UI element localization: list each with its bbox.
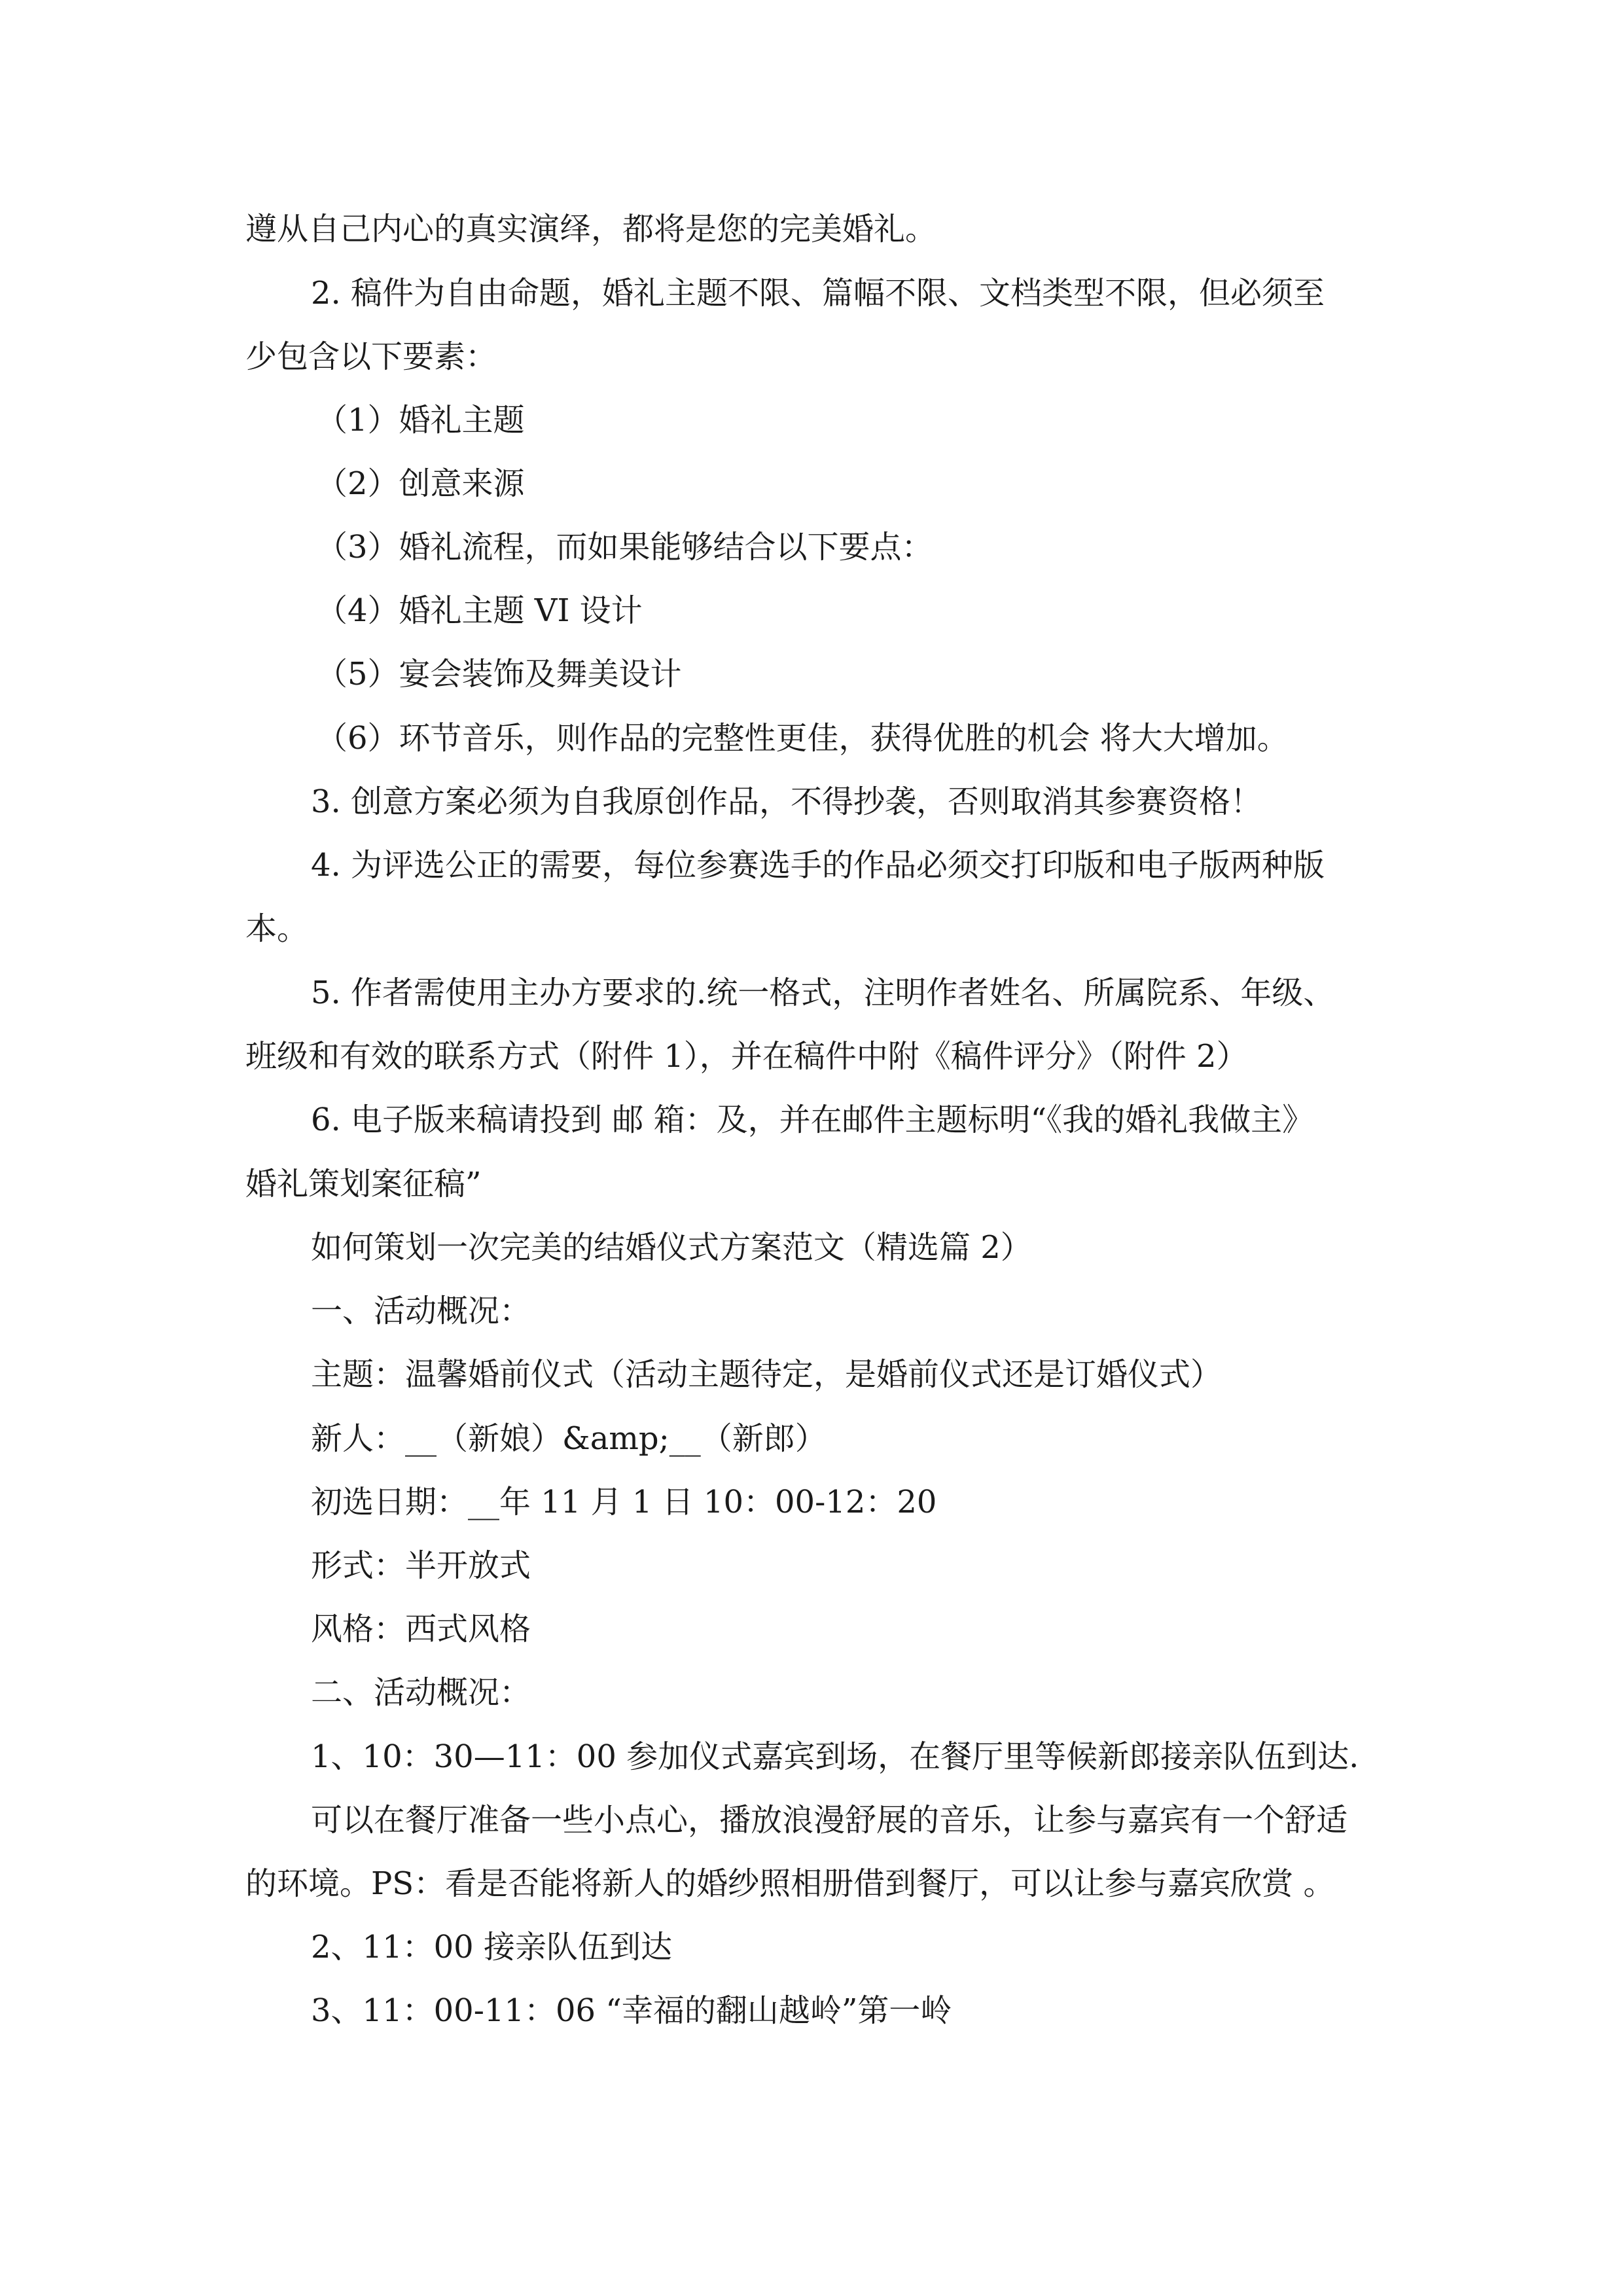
text-line: （4）婚礼主题 VI 设计 [316, 592, 643, 629]
text-line: 2. 稿件为自由命题，婚礼主题不限、篇幅不限、文档类型不限，但必须至 [311, 275, 1325, 312]
text-line: 5. 作者需使用主办方要求的.统一格式，注明作者姓名、所属院系、年级、 [311, 975, 1335, 1011]
text-line: 6. 电子版来稿请投到 邮 箱：及，并在邮件主题标明“《我的婚礼我做主》 [311, 1102, 1314, 1138]
text-line: 本。 [245, 910, 309, 947]
text-line: 1、10：30—11：00 参加仪式嘉宾到场，在餐厅里等候新郎接亲队伍到达. [311, 1738, 1359, 1775]
text-line: 的环境。PS：看是否能将新人的婚纱照相册借到餐厅，可以让参与嘉宾欣赏 。 [245, 1865, 1335, 1902]
text-line: 可以在餐厅准备一些小点心，播放浪漫舒展的音乐，让参与嘉宾有一个舒适 [311, 1802, 1348, 1839]
text-line: （3）婚礼流程，而如果能够结合以下要点： [316, 529, 933, 565]
text-line: 形式：半开放式 [311, 1547, 531, 1584]
text-line: 初选日期：__年 11 月 1 日 10：00-12：20 [311, 1484, 937, 1520]
text-line: 二、活动概况： [311, 1674, 531, 1711]
text-line: 婚礼策划案征稿” [245, 1166, 482, 1202]
text-line: 主题：温馨婚前仪式（活动主题待定，是婚前仪式还是订婚仪式） [311, 1356, 1222, 1393]
text-line: 如何策划一次完美的结婚仪式方案范文（精选篇 2） [311, 1229, 1032, 1266]
text-line: 少包含以下要素： [245, 338, 497, 375]
text-line: 3、11：00-11：06 “幸福的翻山越岭”第一岭 [311, 1992, 952, 2029]
text-line: 3. 创意方案必须为自我原创作品，不得抄袭，否则取消其参赛资格！ [311, 783, 1262, 820]
text-line: （5）宴会装饰及舞美设计 [316, 656, 682, 692]
text-line: （1）婚礼主题 [316, 402, 525, 439]
text-line: （6）环节音乐，则作品的完整性更佳，获得优胜的机会 将大大增加。 [316, 720, 1289, 757]
text-line: 风格：西式风格 [311, 1611, 531, 1647]
text-line: 一、活动概况： [311, 1293, 531, 1329]
text-line: 遵从自己内心的真实演绎，都将是您的完美婚礼。 [245, 211, 937, 247]
text-line: （2）创意来源 [316, 465, 525, 502]
text-line: 2、11：00 接亲队伍到达 [311, 1929, 672, 1965]
text-line: 新人：__（新娘）&amp;__（新郎） [311, 1420, 827, 1457]
text-line: 4. 为评选公正的需要，每位参赛选手的作品必须交打印版和电子版两种版 [311, 847, 1325, 884]
text-line: 班级和有效的联系方式（附件 1），并在稿件中附《稿件评分》（附件 2） [245, 1038, 1248, 1075]
